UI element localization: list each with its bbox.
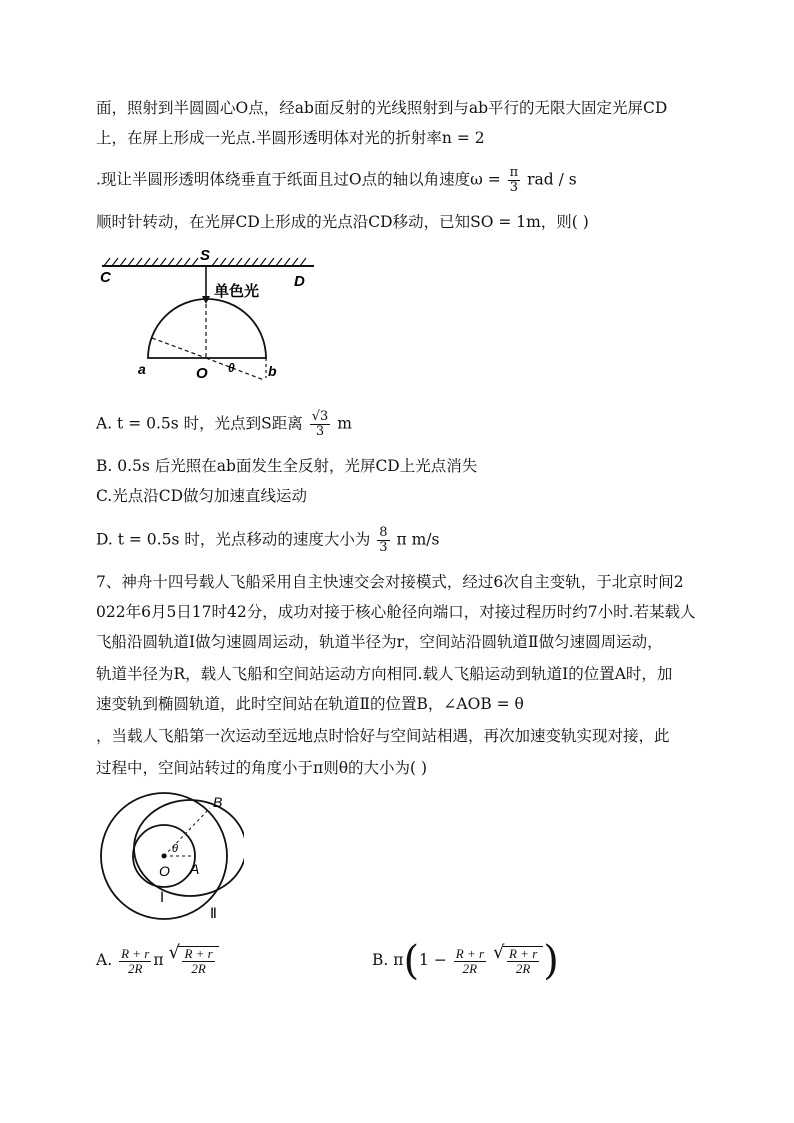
label-b: b (268, 363, 277, 379)
q7-line-6: ，当载人飞船第一次运动至远地点时恰好与空间站相遇，再次加速变轨实现对接，此 (96, 727, 670, 745)
q7-line-5: 速变轨到椭圆轨道，此时空间站在轨道Ⅱ的位置B，∠AOB = θ (96, 695, 524, 713)
semicircle-figure (96, 246, 326, 386)
label-d: D (294, 273, 305, 290)
q6-option-a-text: A. t = 0.5s 时，光点到S距离 (96, 414, 303, 433)
q6-line-2: 上，在屏上形成一光点.半圆形透明体对光的折射率n = 2 (96, 129, 485, 147)
label-theta-angle: θ (172, 843, 178, 855)
q7-line-1: 7、神舟十四号载人飞船采用自主快速交会对接模式，经过6次自主变轨，于北京时间2 (96, 573, 684, 591)
q7-option-a-den: 2R (127, 960, 143, 976)
q6-option-d-fraction (377, 526, 389, 555)
semicircle (148, 299, 266, 358)
q7-option-b-sqrt-fraction (507, 947, 539, 976)
q7-option-b-sqrt-den: 2R (515, 961, 531, 976)
q7-line-3: 飞船沿圆轨道Ⅰ做匀速圆周运动，轨道半径为r，空间站沿圆轨道Ⅱ做匀速圆周运动， (96, 633, 663, 651)
reflected-ray (152, 338, 206, 358)
q6-option-d (96, 526, 440, 555)
q6-option-a-fraction (310, 410, 331, 439)
label-s: S (200, 247, 211, 264)
omega-denominator: 3 (509, 180, 519, 195)
q6-option-c: C.光点沿CD做匀加速直线运动 (96, 487, 308, 505)
q7-option-b-sqrt-num: √ R + r (508, 946, 538, 961)
q7-option-a-num: R + r (121, 945, 150, 961)
q7-option-a-sqrt-den: 2R (191, 961, 206, 976)
q7-option-a-label: A. (96, 951, 113, 969)
q7-option-b (372, 938, 559, 984)
q6-option-d-text: D. t = 0.5s 时，光点移动的速度大小为 (96, 530, 371, 549)
paren-left: ( (403, 938, 420, 984)
q6-option-d-num: 8 (379, 525, 388, 540)
label-light: 单色光 (214, 283, 260, 300)
q7-option-b-label: B. π (372, 951, 404, 969)
q7-option-b-den: 2R (462, 960, 478, 976)
q7-option-a-sqrt (178, 946, 218, 976)
q7-option-a-sqrt-num: √ R + r (184, 946, 213, 961)
label-o: O (196, 365, 208, 382)
q7-option-a-sqrt-fraction (182, 947, 214, 976)
label-theta: θ (228, 361, 235, 375)
q7-option-a-fraction (119, 947, 151, 976)
center-dot (162, 854, 167, 859)
q7-option-b-fraction (454, 947, 486, 976)
label-b-point: B (213, 794, 223, 810)
q6-line-3-pre: .现让半圆形透明体绕垂直于纸面且过O点的轴以角速度ω = (96, 170, 501, 189)
q7-option-a (96, 946, 219, 976)
omega-fraction (508, 166, 521, 195)
label-a: a (138, 361, 146, 377)
q6-line-4: 顺时针转动，在光屏CD上形成的光点沿CD移动，已知SO = 1m，则( ) (96, 213, 589, 231)
label-o-center: O (159, 863, 170, 879)
q7-option-b-num: R + r (455, 945, 485, 961)
q7-option-a-pi: π (153, 951, 164, 969)
q6-line-3-unit: rad / s (527, 170, 577, 189)
transfer-ellipse (134, 800, 244, 896)
q6-option-a-den: 3 (315, 424, 325, 439)
q7-option-b-one: 1 − (419, 951, 447, 969)
ob-line (164, 808, 210, 856)
label-a-point: A (190, 861, 200, 877)
q6-line-3 (96, 166, 577, 195)
q6-option-b: B. 0.5s 后光照在ab面发生全反射，光屏CD上光点消失 (96, 457, 478, 475)
q7-option-b-sqrt (503, 946, 543, 976)
q6-option-a-unit: m (337, 414, 352, 433)
label-c: C (100, 269, 111, 286)
q6-option-d-den: 3 (379, 540, 388, 555)
q7-line-2: 022年6月5日17时42分，成功对接于核心舱径向端口，对接过程历时约7小时.若某载人 (96, 603, 696, 621)
label-orbit-ii: Ⅱ (210, 905, 217, 921)
orbit-figure (94, 790, 244, 922)
q6-option-d-unit: π m/s (396, 530, 440, 549)
paren-right: ) (543, 938, 559, 984)
omega-numerator: π (509, 165, 519, 180)
q6-line-1: 面，照射到半圆圆心O点，经ab面反射的光线照射到与ab平行的无限大固定光屏CD (96, 99, 668, 117)
q6-option-a-num: √3 (311, 409, 329, 424)
label-orbit-i: Ⅰ (160, 889, 165, 905)
q7-line-7: 过程中，空间站转过的角度小于π则θ的大小为( ) (96, 759, 428, 777)
q7-line-4: 轨道半径为R，载人飞船和空间站运动方向相同.载人飞船运动到轨道Ⅰ的位置A时，加 (96, 665, 673, 683)
q6-option-a (96, 410, 352, 439)
rotated-ab-dash (206, 358, 264, 380)
